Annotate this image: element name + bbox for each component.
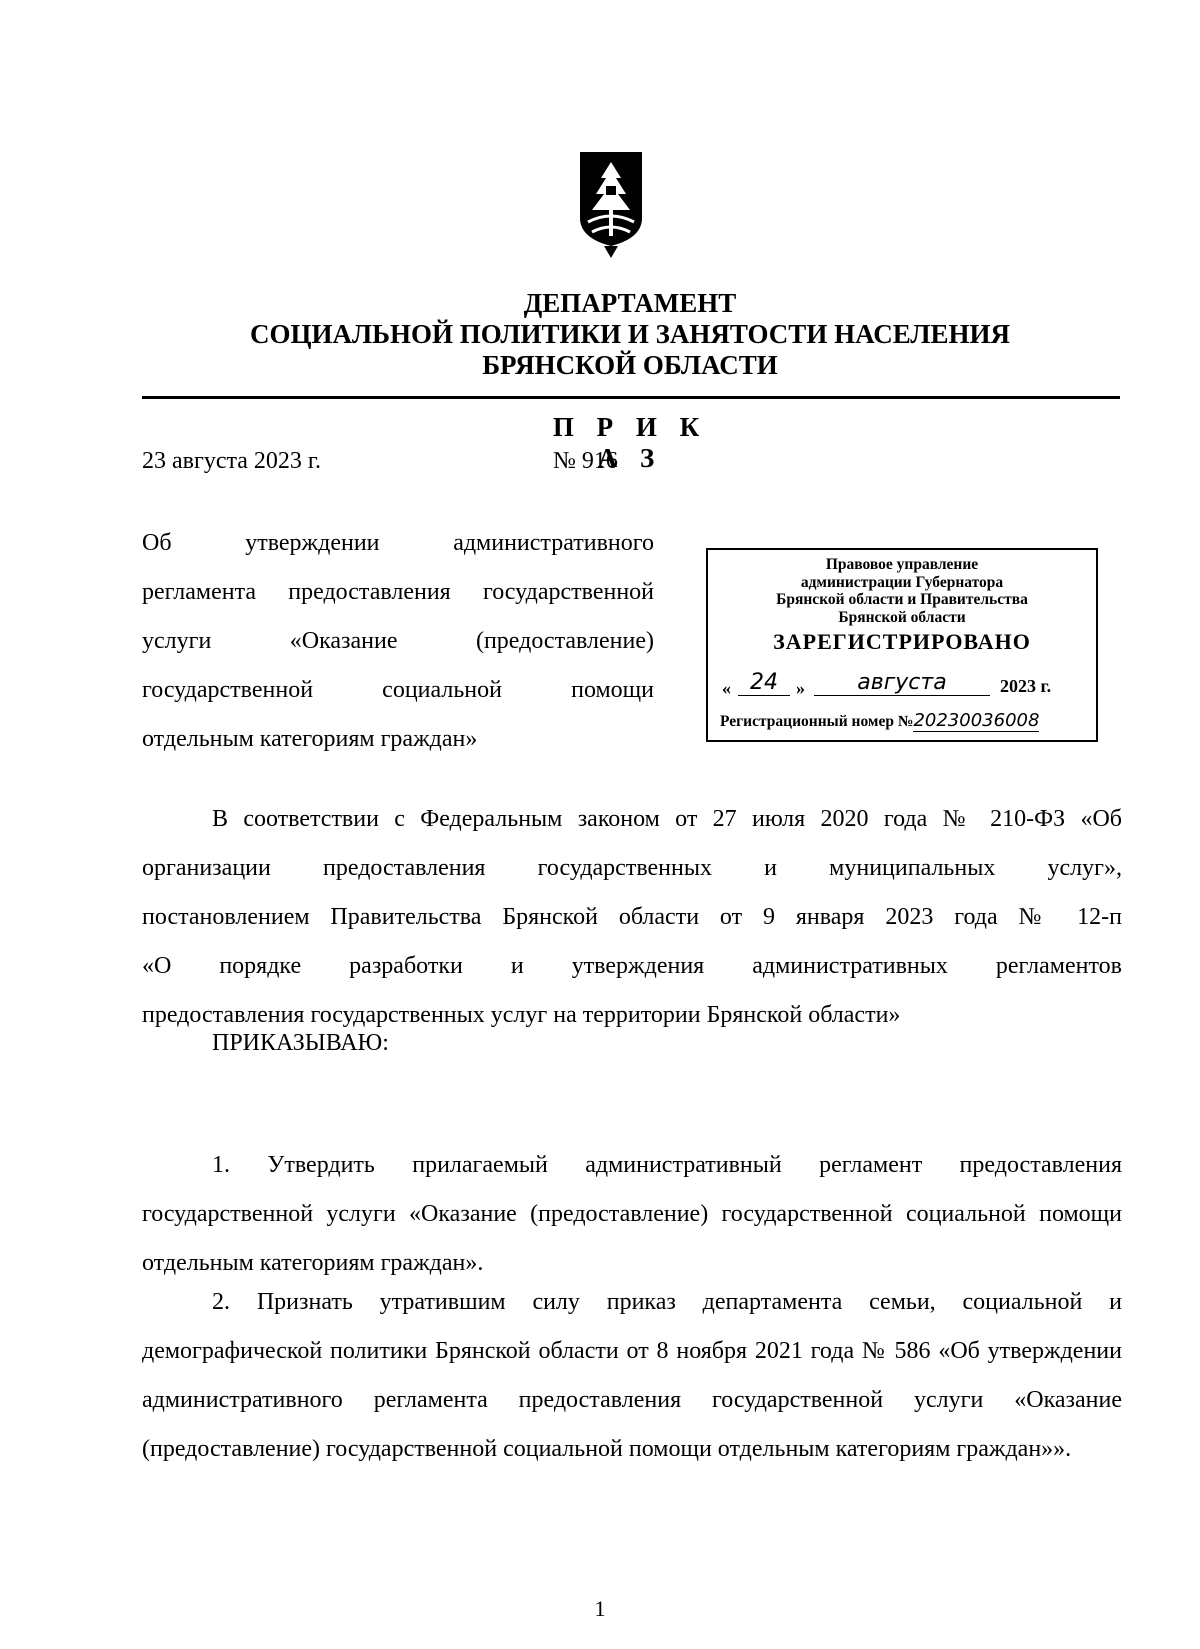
registration-stamp (706, 548, 1098, 742)
subject-line: Об утверждении административного (142, 530, 654, 556)
order-verb: ПРИКАЗЫВАЮ: (212, 1030, 389, 1056)
subject-line: отдельным категориям граждан» (142, 726, 478, 752)
preamble-line: постановлением Правительства Брянской области от 9 января 2023 года № 12-п (142, 904, 1122, 930)
header-divider (142, 396, 1120, 399)
subject-line: регламента предоставления государственной (142, 579, 654, 605)
document-type: П Р И К А З (552, 412, 708, 473)
stamp-status: ЗАРЕГИСТРИРОВАНО (773, 629, 1031, 654)
stamp-org-line: Брянской области (838, 608, 966, 626)
preamble (142, 795, 1122, 1040)
stamp-year: 2023 г. (1000, 676, 1052, 696)
order-item-2: 2. Признать утратившим силу приказ департамента семьи, социальной и демографической политики Брянской области от 8 ноября 2021 года № 586 «Об утверждении административного регламента предоставления государственной услуги «Оказание (предоставление) государственной социальной помощи отдельным категориям граждан»». (142, 1289, 1122, 1462)
stamp-day-handwritten: 24 (738, 670, 790, 696)
document-date: 23 августа 2023 г. (142, 448, 322, 474)
stamp-org-line: администрации Губернатора (800, 573, 1004, 591)
subject-line: услуги «Оказание (предоставление) (142, 628, 654, 654)
coat-of-arms-fir-tree-icon (574, 148, 648, 260)
preamble-line: В соответствии с Федеральным законом от 27 июля 2020 года № 210-ФЗ «Об (212, 806, 1122, 832)
department-header (140, 288, 1120, 381)
preamble-line: «О порядке разработки и утверждения административных регламентов (142, 953, 1122, 979)
stamp-org-line: Брянской области и Правительства (776, 591, 1028, 608)
stamp-quote-close: » (796, 678, 805, 698)
document-number: № 916 (553, 448, 618, 474)
stamp-reg-label: Регистрационный номер № (720, 713, 914, 730)
subject-line: государственной социальной помощи (142, 677, 654, 703)
stamp-reg-number-handwritten: 20230036008 (913, 710, 1040, 731)
stamp-org-line: Правовое управление (825, 556, 979, 573)
stamp-registration-row (720, 710, 1088, 732)
header-line-1: ДЕПАРТАМЕНТ (523, 288, 737, 318)
header-line-3: БРЯНСКОЙ ОБЛАСТИ (482, 350, 778, 380)
order-item-1: 1. Утвердить прилагаемый административный регламент предоставления государственной услуги «Оказание (предоставление) государственной социальной помощи отдельным категориям граждан». (142, 1152, 1122, 1276)
header-line-2: СОЦИАЛЬНОЙ ПОЛИТИКИ И ЗАНЯТОСТИ НАСЕЛЕНИЯ (249, 319, 1011, 349)
document-subject (142, 519, 654, 764)
stamp-date-row (718, 672, 1088, 702)
page-number: 1 (594, 1596, 606, 1621)
preamble-line: предоставления государственных услуг на территории Брянской области» (142, 1002, 901, 1028)
preamble-line: организации предоставления государственных и муниципальных услуг», (142, 855, 1122, 881)
stamp-month-handwritten: августа (814, 670, 990, 696)
stamp-quote-open: « (722, 678, 731, 698)
stamp-organization (708, 556, 1096, 626)
